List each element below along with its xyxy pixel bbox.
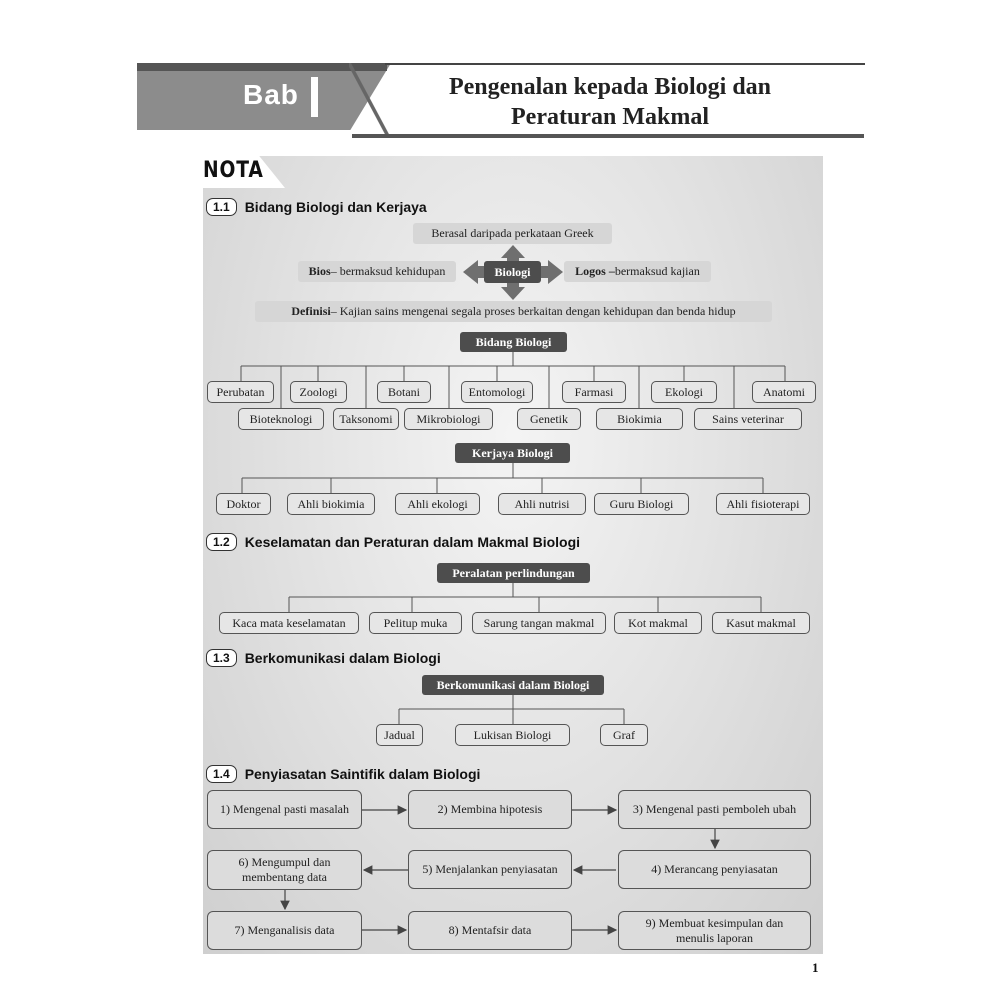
berkomunikasi-item: Lukisan Biologi xyxy=(455,724,570,746)
section-number: 1.2 xyxy=(206,533,237,551)
section-number: 1.3 xyxy=(206,649,237,667)
investigation-step-8: 8) Mentafsir data xyxy=(408,911,572,950)
bidang-item: Biokimia xyxy=(596,408,683,430)
berkomunikasi-root: Berkomunikasi dalam Biologi xyxy=(422,675,604,695)
peralatan-item: Sarung tangan makmal xyxy=(472,612,606,634)
chapter-title xyxy=(390,72,830,132)
bidang-item: Taksonomi xyxy=(333,408,399,430)
investigation-step-4: 4) Merancang penyiasatan xyxy=(618,850,811,889)
berkomunikasi-item: Jadual xyxy=(376,724,423,746)
investigation-step-5: 5) Menjalankan penyiasatan xyxy=(408,850,572,889)
bidang-item: Perubatan xyxy=(207,381,274,403)
peralatan-item: Pelitup muka xyxy=(369,612,462,634)
investigation-step-9: 9) Membuat kesimpulan dan menulis laporan xyxy=(618,911,811,950)
kerjaya-biologi-root: Kerjaya Biologi xyxy=(455,443,570,463)
bidang-item: Anatomi xyxy=(752,381,816,403)
chapter-rule-top xyxy=(385,63,865,65)
definisi-text: – Kajian sains mengenai segala proses berkaitan dengan kehidupan dan benda hidup xyxy=(330,304,736,318)
bidang-item: Zoologi xyxy=(290,381,347,403)
kerjaya-item: Ahli biokimia xyxy=(287,493,375,515)
section-1-1-heading xyxy=(206,198,427,216)
bios-meaning: – bermaksud kehidupan xyxy=(330,264,446,278)
section-title: Keselamatan dan Peraturan dalam Makmal Biologi xyxy=(244,534,581,550)
nota-heading: NOTA xyxy=(203,158,264,183)
logos-meaning: bermaksud kajian xyxy=(614,264,700,278)
section-title: Penyiasatan Saintifik dalam Biologi xyxy=(244,766,481,782)
berkomunikasi-item: Graf xyxy=(600,724,648,746)
investigation-step-7: 7) Menganalisis data xyxy=(207,911,362,950)
chapter-title-line1: Pengenalan kepada Biologi dan xyxy=(448,74,772,100)
definition-note xyxy=(255,301,772,322)
kerjaya-item: Ahli ekologi xyxy=(395,493,480,515)
kerjaya-item: Guru Biologi xyxy=(594,493,689,515)
chapter-number-glyph xyxy=(311,77,318,117)
investigation-step-3: 3) Mengenal pasti pemboleh ubah xyxy=(618,790,811,829)
chapter-title-line2: Peraturan Makmal xyxy=(511,104,709,130)
bios-term: Bios xyxy=(308,264,331,278)
section-number: 1.4 xyxy=(206,765,237,783)
biologi-center-node: Biologi xyxy=(484,261,541,283)
bidang-item: Botani xyxy=(377,381,431,403)
definisi-term: Definisi xyxy=(291,304,331,318)
bidang-item: Sains veterinar xyxy=(694,408,802,430)
section-title: Berkomunikasi dalam Biologi xyxy=(244,650,441,666)
bios-note xyxy=(298,261,456,282)
bidang-item: Entomologi xyxy=(461,381,533,403)
section-title: Bidang Biologi dan Kerjaya xyxy=(244,199,427,215)
kerjaya-item: Doktor xyxy=(216,493,271,515)
kerjaya-item: Ahli fisioterapi xyxy=(716,493,810,515)
investigation-step-6: 6) Mengumpul dan membentang data xyxy=(207,850,362,890)
chapter-rule xyxy=(352,134,864,138)
investigation-step-1: 1) Mengenal pasti masalah xyxy=(207,790,362,829)
peralatan-item: Kasut makmal xyxy=(712,612,810,634)
peralatan-item: Kaca mata keselamatan xyxy=(219,612,359,634)
bidang-item: Ekologi xyxy=(651,381,717,403)
bidang-item: Farmasi xyxy=(562,381,626,403)
section-1-4-heading xyxy=(206,765,480,783)
page-number: 1 xyxy=(812,960,819,975)
section-1-2-heading xyxy=(206,533,580,551)
chapter-label: Bab xyxy=(243,79,299,110)
logos-note xyxy=(564,261,711,282)
bidang-item: Genetik xyxy=(517,408,581,430)
section-number: 1.1 xyxy=(206,198,237,216)
bidang-biologi-root: Bidang Biologi xyxy=(460,332,567,352)
investigation-step-2: 2) Membina hipotesis xyxy=(408,790,572,829)
bidang-item: Bioteknologi xyxy=(238,408,324,430)
bidang-item: Mikrobiologi xyxy=(404,408,493,430)
chapter-slant xyxy=(349,63,389,138)
section-1-3-heading xyxy=(206,649,441,667)
kerjaya-item: Ahli nutrisi xyxy=(498,493,586,515)
peralatan-root: Peralatan perlindungan xyxy=(437,563,590,583)
greek-origin-note: Berasal daripada perkataan Greek xyxy=(413,223,612,244)
peralatan-item: Kot makmal xyxy=(614,612,702,634)
logos-term: Logos – xyxy=(575,264,615,278)
